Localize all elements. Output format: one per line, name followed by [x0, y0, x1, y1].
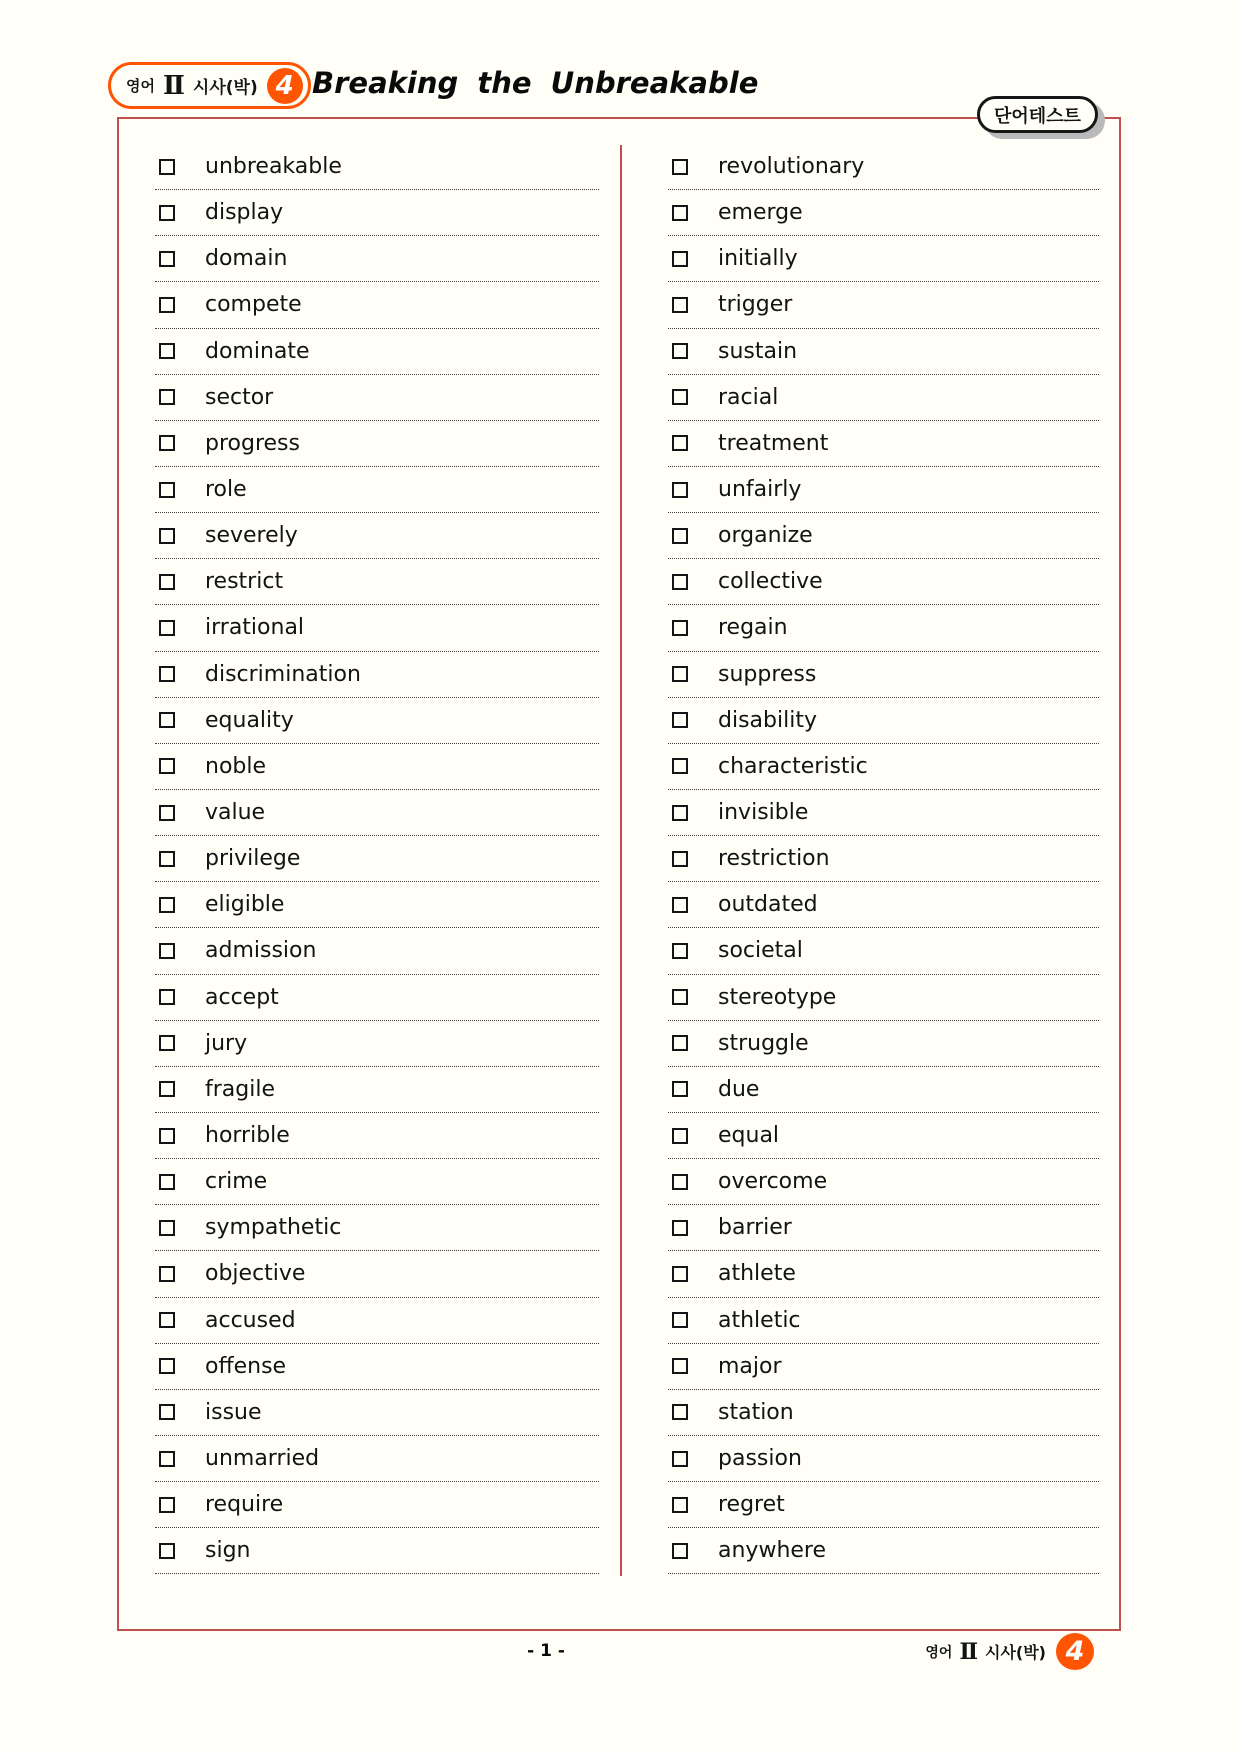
word-row — [155, 1390, 599, 1436]
word-row — [668, 1113, 1099, 1159]
word-row — [155, 282, 599, 328]
course-level-label: Ⅱ — [162, 70, 185, 101]
word-row — [155, 698, 599, 744]
word-label: trigger — [718, 292, 793, 318]
word-row — [668, 329, 1099, 375]
checkbox-icon — [672, 482, 688, 498]
footer-page-number: - 1 - — [527, 1641, 565, 1661]
word-label: passion — [718, 1446, 802, 1471]
checkbox-icon — [672, 1220, 688, 1236]
word-label: unfairly — [718, 477, 802, 503]
word-row — [668, 1021, 1099, 1067]
checkbox-icon — [672, 389, 688, 405]
checkbox-icon — [159, 528, 175, 544]
word-row — [668, 190, 1099, 236]
word-row — [668, 1159, 1099, 1205]
checkbox-icon — [159, 1451, 175, 1467]
word-label: restriction — [718, 846, 830, 872]
word-row — [155, 1021, 599, 1067]
checkbox-icon — [159, 159, 175, 175]
word-column-left — [155, 144, 599, 1574]
word-row — [668, 1390, 1099, 1436]
word-label: emerge — [718, 200, 803, 226]
unit-number-badge: 4 — [267, 68, 303, 104]
word-row — [668, 513, 1099, 559]
word-row — [668, 1436, 1099, 1482]
word-row — [155, 1067, 599, 1113]
checkbox-icon — [672, 1358, 688, 1374]
word-row — [155, 329, 599, 375]
footer-course-level-label: Ⅱ — [959, 1638, 978, 1665]
column-divider — [620, 145, 622, 1576]
word-label: disability — [718, 707, 817, 733]
word-label: due — [718, 1076, 760, 1102]
checkbox-icon — [159, 343, 175, 359]
checkbox-icon — [159, 758, 175, 774]
checkbox-icon — [672, 1312, 688, 1328]
word-label: regret — [718, 1492, 785, 1518]
checkbox-icon — [159, 1128, 175, 1144]
word-label: athlete — [718, 1261, 796, 1287]
word-row — [668, 1528, 1099, 1574]
word-row — [668, 1205, 1099, 1251]
word-row — [155, 790, 599, 836]
word-row — [155, 744, 599, 790]
word-row — [155, 236, 599, 282]
word-row — [155, 1159, 599, 1205]
word-label: equal — [718, 1123, 780, 1149]
checkbox-icon — [159, 389, 175, 405]
course-subject-label: 영어 — [126, 77, 155, 95]
word-row — [155, 1251, 599, 1297]
checkbox-icon — [159, 851, 175, 867]
word-row — [155, 513, 599, 559]
footer-course-name-label: 시사(박) — [985, 1643, 1046, 1662]
word-row — [668, 144, 1099, 190]
checkbox-icon — [159, 1358, 175, 1374]
word-label: equality — [205, 707, 294, 733]
checkbox-icon — [159, 1220, 175, 1236]
word-row — [155, 1436, 599, 1482]
checkbox-icon — [672, 297, 688, 313]
word-label: require — [205, 1492, 284, 1518]
word-label: sustain — [718, 338, 798, 364]
checkbox-icon — [159, 1404, 175, 1420]
word-label: crime — [205, 1169, 268, 1195]
checkbox-icon — [672, 1404, 688, 1420]
word-label: barrier — [718, 1215, 792, 1241]
checkbox-icon — [159, 1266, 175, 1282]
header-course-badge — [108, 62, 311, 109]
word-row — [155, 421, 599, 467]
checkbox-icon — [159, 943, 175, 959]
course-name-label: 시사(박) — [192, 78, 258, 98]
checkbox-icon — [672, 758, 688, 774]
word-label: horrible — [205, 1123, 290, 1149]
word-row — [668, 282, 1099, 328]
word-label: domain — [205, 246, 288, 272]
word-label: station — [718, 1399, 794, 1425]
word-label: anywhere — [718, 1538, 827, 1564]
word-row — [155, 559, 599, 605]
word-label: suppress — [718, 661, 817, 687]
word-label: outdated — [718, 892, 818, 918]
word-row — [668, 975, 1099, 1021]
word-row — [155, 975, 599, 1021]
word-label: noble — [205, 753, 267, 779]
word-row — [155, 1482, 599, 1528]
word-row — [668, 928, 1099, 974]
checkbox-icon — [159, 1312, 175, 1328]
word-row — [668, 1482, 1099, 1528]
word-row — [668, 421, 1099, 467]
word-label: collective — [718, 569, 823, 595]
checkbox-icon — [672, 666, 688, 682]
checkbox-icon — [672, 851, 688, 867]
word-row — [155, 836, 599, 882]
word-row — [668, 467, 1099, 513]
checkbox-icon — [672, 159, 688, 175]
word-label: organize — [718, 523, 813, 549]
word-label: overcome — [718, 1169, 828, 1195]
checkbox-icon — [672, 620, 688, 636]
word-label: restrict — [205, 569, 284, 595]
word-label: racial — [718, 384, 779, 410]
word-row — [155, 375, 599, 421]
word-row — [668, 236, 1099, 282]
checkbox-icon — [672, 1543, 688, 1559]
checkbox-icon — [672, 205, 688, 221]
word-label: sign — [205, 1538, 251, 1564]
word-row — [668, 605, 1099, 651]
word-label: accused — [205, 1307, 296, 1333]
word-column-right — [668, 144, 1099, 1574]
checkbox-icon — [159, 1497, 175, 1513]
checkbox-icon — [159, 1543, 175, 1559]
word-row — [668, 882, 1099, 928]
word-label: unbreakable — [205, 154, 342, 180]
checkbox-icon — [672, 897, 688, 913]
checkbox-icon — [159, 1035, 175, 1051]
word-row — [668, 652, 1099, 698]
word-label: invisible — [718, 800, 809, 826]
checkbox-icon — [159, 897, 175, 913]
word-label: societal — [718, 938, 803, 964]
word-row — [668, 790, 1099, 836]
word-label: accept — [205, 984, 279, 1010]
footer-course-badge — [925, 1633, 1094, 1670]
word-row — [155, 467, 599, 513]
word-label: sector — [205, 384, 274, 410]
word-row — [668, 1298, 1099, 1344]
word-label: offense — [205, 1353, 287, 1379]
checkbox-icon — [672, 1035, 688, 1051]
word-row — [155, 605, 599, 651]
word-label: eligible — [205, 892, 285, 918]
word-row — [668, 375, 1099, 421]
checkbox-icon — [672, 1128, 688, 1144]
word-label: display — [205, 200, 284, 226]
word-label: irrational — [205, 615, 305, 641]
word-row — [155, 928, 599, 974]
checkbox-icon — [672, 435, 688, 451]
word-label: role — [205, 477, 247, 503]
word-row — [155, 190, 599, 236]
checkbox-icon — [159, 435, 175, 451]
word-label: dominate — [205, 338, 310, 364]
word-label: characteristic — [718, 753, 868, 779]
word-label: fragile — [205, 1076, 275, 1102]
word-label: privilege — [205, 846, 301, 872]
word-row — [155, 652, 599, 698]
word-label: major — [718, 1353, 782, 1379]
checkbox-icon — [159, 620, 175, 636]
vocab-test-tab: 단어테스트 — [977, 96, 1098, 133]
checkbox-icon — [672, 343, 688, 359]
checkbox-icon — [672, 989, 688, 1005]
checkbox-icon — [672, 943, 688, 959]
word-row — [668, 1344, 1099, 1390]
word-label: initially — [718, 246, 798, 272]
word-label: struggle — [718, 1030, 809, 1056]
checkbox-icon — [672, 574, 688, 590]
footer-unit-number-badge: 4 — [1056, 1633, 1094, 1670]
checkbox-icon — [672, 1081, 688, 1097]
checkbox-icon — [672, 712, 688, 728]
word-label: objective — [205, 1261, 306, 1287]
checkbox-icon — [159, 805, 175, 821]
word-row — [668, 698, 1099, 744]
word-row — [155, 1205, 599, 1251]
checkbox-icon — [159, 574, 175, 590]
word-row — [155, 882, 599, 928]
checkbox-icon — [159, 989, 175, 1005]
word-label: progress — [205, 430, 300, 456]
word-row — [155, 144, 599, 190]
word-label: revolutionary — [718, 154, 865, 180]
word-label: issue — [205, 1399, 262, 1425]
checkbox-icon — [159, 205, 175, 221]
word-row — [155, 1528, 599, 1574]
checkbox-icon — [159, 1081, 175, 1097]
checkbox-icon — [672, 1174, 688, 1190]
word-label: discrimination — [205, 661, 361, 687]
word-label: sympathetic — [205, 1215, 342, 1241]
word-label: stereotype — [718, 984, 837, 1010]
word-row — [155, 1298, 599, 1344]
footer-course-subject-label: 영어 — [925, 1644, 953, 1661]
word-label: value — [205, 800, 266, 826]
word-row — [155, 1113, 599, 1159]
checkbox-icon — [672, 1497, 688, 1513]
word-row — [668, 836, 1099, 882]
word-label: compete — [205, 292, 302, 318]
checkbox-icon — [672, 1451, 688, 1467]
page-title: Breaking the Unbreakable — [312, 66, 759, 100]
checkbox-icon — [159, 251, 175, 267]
checkbox-icon — [672, 805, 688, 821]
word-row — [668, 1251, 1099, 1297]
word-label: jury — [205, 1030, 248, 1056]
word-row — [668, 744, 1099, 790]
word-label: regain — [718, 615, 788, 641]
word-row — [668, 1067, 1099, 1113]
word-label: severely — [205, 523, 298, 549]
word-label: treatment — [718, 430, 829, 456]
checkbox-icon — [672, 1266, 688, 1282]
checkbox-icon — [159, 297, 175, 313]
word-row — [668, 559, 1099, 605]
word-row — [155, 1344, 599, 1390]
word-label: unmarried — [205, 1446, 320, 1471]
checkbox-icon — [159, 666, 175, 682]
checkbox-icon — [159, 1174, 175, 1190]
checkbox-icon — [672, 251, 688, 267]
word-label: athletic — [718, 1307, 801, 1333]
checkbox-icon — [672, 528, 688, 544]
checkbox-icon — [159, 712, 175, 728]
checkbox-icon — [159, 482, 175, 498]
word-label: admission — [205, 938, 317, 964]
